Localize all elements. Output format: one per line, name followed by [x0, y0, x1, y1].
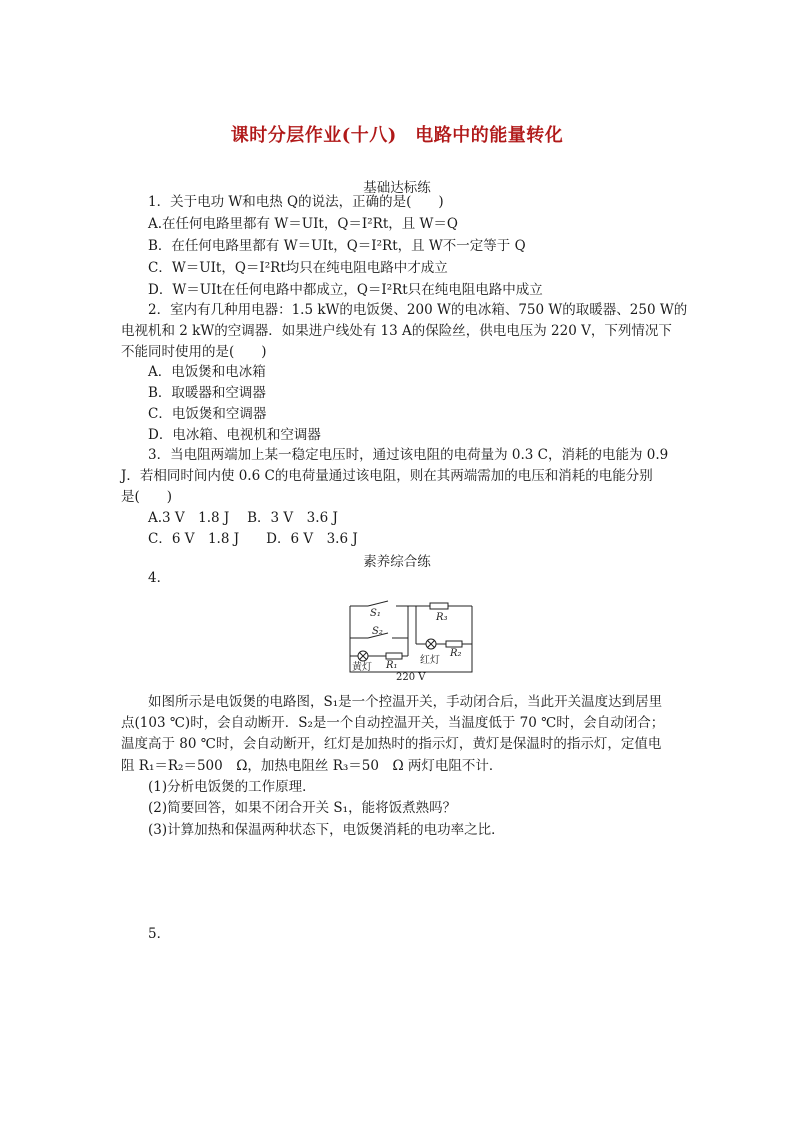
- label-yellow-lamp: 黄灯: [352, 662, 372, 673]
- section-heading-integrated: 素养综合练: [363, 554, 431, 570]
- q1-option-b: B．在任何电路里都有 W＝UIt，Q＝I²Rt，且 W不一定等于 Q: [148, 238, 526, 254]
- label-s2: S₂: [372, 626, 383, 637]
- q3-line3: 是( ): [121, 489, 173, 505]
- q4-subquestion-3: (3)计算加热和保温两种状态下，电饭煲消耗的电功率之比．: [148, 822, 505, 838]
- q1-option-c: C．W＝UIt，Q＝I²Rt均只在纯电阻电路中才成立: [148, 260, 448, 276]
- q5-number: 5．: [148, 926, 171, 942]
- q4-para-line3: 温度高于 80 ℃时，会自动断开，红灯是加热时的指示灯，黄灯是保温时的指示灯，定值电: [121, 736, 662, 752]
- q2-option-d: D．电冰箱、电视机和空调器: [148, 427, 321, 443]
- page-title: 课时分层作业(十八) 电路中的能量转化: [230, 125, 564, 146]
- q2-line2: 电视机和 2 kW的空调器．如果进户线处有 13 A的保险丝，供电电压为 220 V，下列情况下: [121, 323, 672, 339]
- rice-cooker-circuit-diagram: [346, 600, 478, 682]
- section-heading-basic: 基础达标练: [363, 180, 431, 196]
- q4-subquestion-1: (1)分析电饭煲的工作原理．: [148, 779, 316, 795]
- q2-line1: 2．室内有几种用电器：1.5 kW的电饭煲、200 W的电冰箱、750 W的取暖器、250 W的: [148, 302, 688, 318]
- q3-line2: J．若相同时间内使 0.6 C的电荷量通过该电阻，则在其两端需加的电压和消耗的电能分别: [121, 468, 653, 484]
- label-red-lamp: 红灯: [420, 655, 440, 666]
- q3-options-cd: C．6 V 1.8 J D．6 V 3.6 J: [148, 531, 358, 547]
- q1-stem: 1．关于电功 W和电热 Q的说法，正确的是( ): [148, 194, 444, 210]
- label-r2: R₂: [450, 648, 462, 659]
- q2-line3: 不能同时使用的是( ): [121, 344, 267, 360]
- label-r1: R₁: [386, 660, 398, 671]
- q1-option-a: A.在任何电路里都有 W＝UIt，Q＝I²Rt，且 W＝Q: [148, 216, 458, 232]
- q2-option-a: A．电饭煲和电冰箱: [148, 364, 266, 380]
- q4-para-line1: 如图所示是电饭煲的电路图，S₁是一个控温开关，手动闭合后，当此开关温度达到居里: [148, 694, 663, 710]
- q1-option-d: D．W＝UIt在任何电路中都成立，Q＝I²Rt只在纯电阻电路中成立: [148, 282, 543, 298]
- label-r3: R₃: [436, 612, 448, 623]
- label-s1: S₁: [370, 608, 381, 619]
- q4-subquestion-2: (2)简要回答，如果不闭合开关 S₁，能将饭煮熟吗？: [148, 800, 457, 816]
- q3-options-ab: A.3 V 1.8 J B．3 V 3.6 J: [148, 510, 338, 526]
- q2-option-c: C．电饭煲和空调器: [148, 406, 267, 422]
- q4-para-line4: 阻 R₁＝R₂＝500 Ω，加热电阻丝 R₃＝50 Ω 两灯电阻不计．: [121, 758, 503, 774]
- q3-line1: 3．当电阻两端加上某一稳定电压时，通过该电阻的电荷量为 0.3 C，消耗的电能为 0.9: [148, 447, 669, 463]
- label-voltage: 220 V: [396, 672, 426, 682]
- q2-option-b: B．取暖器和空调器: [148, 385, 266, 401]
- q4-para-line2: 点(103 ℃)时，会自动断开．S₂是一个自动控温开关，当温度低于 70 ℃时，会自动闭合；: [121, 715, 665, 731]
- q4-number: 4．: [148, 570, 171, 586]
